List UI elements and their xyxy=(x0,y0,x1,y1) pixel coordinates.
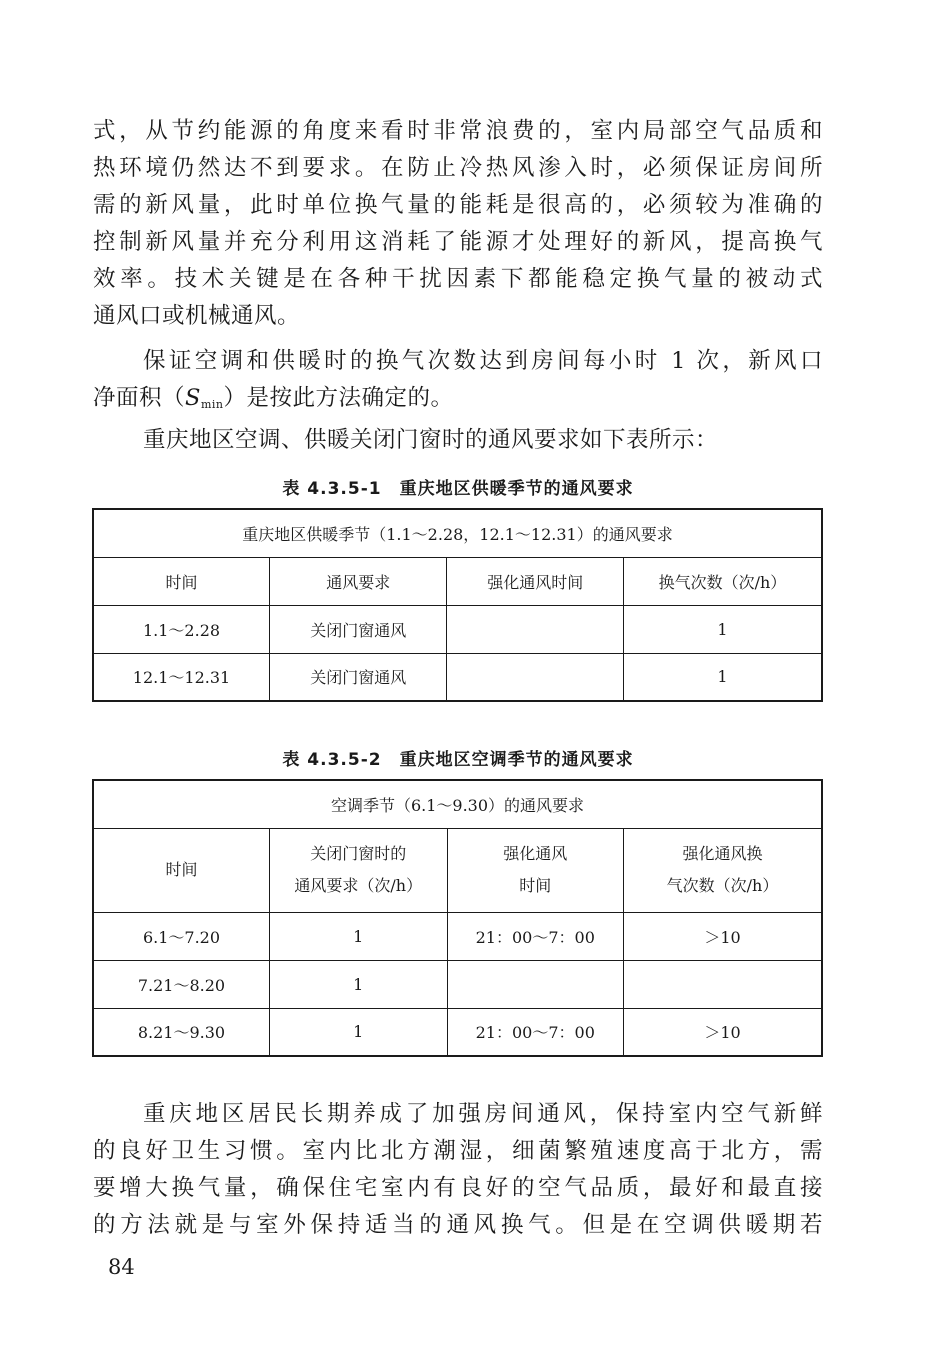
header-text: 时间 xyxy=(519,876,552,895)
table-cell: 1 xyxy=(269,960,447,1008)
header-cell: 时间 xyxy=(93,557,270,605)
table-cell: 1 xyxy=(623,605,822,653)
table-cell: 关闭门窗通风 xyxy=(270,653,447,701)
symbol-subscript: min xyxy=(200,398,224,411)
paragraph-3 xyxy=(93,422,823,459)
symbol-s: S xyxy=(185,385,201,411)
table-header-row xyxy=(93,557,822,605)
table-cell: 8.21～9.30 xyxy=(93,1008,269,1056)
paragraph-1 xyxy=(93,113,823,335)
table-row xyxy=(93,1008,822,1056)
text-line: 要增大换气量，确保住宅室内有良好的空气品质，最好和最直接 xyxy=(93,1175,823,1201)
table-cell: 6.1～7.20 xyxy=(93,912,269,960)
table-row xyxy=(93,912,822,960)
table-caption-row xyxy=(93,509,822,557)
table-cell: 12.1～12.31 xyxy=(93,653,270,701)
text-fragment: ）是按此方法确定的。 xyxy=(223,385,454,411)
table-cell xyxy=(447,653,623,701)
header-text: 通风要求（次/h） xyxy=(294,876,423,895)
header-cell xyxy=(93,828,269,912)
table-cell: 1 xyxy=(269,1008,447,1056)
text-fragment: 净面积（ xyxy=(93,385,186,411)
text-line: 通风口或机械通风。 xyxy=(93,303,301,329)
text-line: 热环境仍然达不到要求。在防止冷热风渗入时，必须保证房间所 xyxy=(93,155,823,181)
table-row xyxy=(93,960,822,1008)
paragraph-2 xyxy=(93,343,823,417)
table-row xyxy=(93,653,822,701)
table-cell: 7.21～8.20 xyxy=(93,960,269,1008)
text-line: 式，从节约能源的角度来看时非常浪费的，室内局部空气品质和 xyxy=(93,118,823,144)
header-cell: 通风要求 xyxy=(270,557,447,605)
text-line: 控制新风量并充分利用这消耗了能源才处理好的新风，提高换气 xyxy=(93,229,823,255)
text-line: 的方法就是与室外保持适当的通风换气。但是在空调供暖期若 xyxy=(93,1212,823,1238)
header-text: 时间 xyxy=(165,860,198,879)
table-cell xyxy=(447,605,623,653)
header-cell: 换气次数（次/h） xyxy=(623,557,822,605)
paragraph-4 xyxy=(93,1096,823,1244)
table-2-title: 表 4.3.5-2 重庆地区空调季节的通风要求 xyxy=(282,750,634,770)
table-cell: 21：00～7：00 xyxy=(447,912,623,960)
table-1-title: 表 4.3.5-1 重庆地区供暖季节的通风要求 xyxy=(282,479,634,499)
table-cell: ＞10 xyxy=(624,1008,823,1056)
text-line: 效率。技术关键是在各种干扰因素下都能稳定换气量的被动式 xyxy=(93,266,823,292)
header-cell xyxy=(447,828,623,912)
table-2 xyxy=(92,779,823,1057)
table-row xyxy=(93,605,822,653)
table-cell: 1 xyxy=(623,653,822,701)
table-1 xyxy=(92,508,823,702)
header-text: 强化通风 xyxy=(503,844,568,863)
header-cell: 强化通风时间 xyxy=(447,557,623,605)
table-cell: 21：00～7：00 xyxy=(447,1008,623,1056)
table-cell xyxy=(447,960,623,1008)
header-text: 关闭门窗时的 xyxy=(310,844,407,863)
page-number: 84 xyxy=(108,1255,135,1279)
header-text: 强化通风换 xyxy=(682,844,763,863)
table-caption-row xyxy=(93,780,822,828)
header-cell xyxy=(624,828,823,912)
text-line: 的良好卫生习惯。室内比北方潮湿，细菌繁殖速度高于北方，需 xyxy=(93,1138,823,1164)
table-caption: 空调季节（6.1～9.30）的通风要求 xyxy=(93,780,822,828)
text-line: 重庆地区空调、供暖关闭门窗时的通风要求如下表所示： xyxy=(143,427,719,453)
table-cell: 关闭门窗通风 xyxy=(270,605,447,653)
table-cell: ＞10 xyxy=(624,912,823,960)
text-line: 重庆地区居民长期养成了加强房间通风，保持室内空气新鲜 xyxy=(143,1101,823,1127)
table-cell xyxy=(624,960,823,1008)
text-line: 保证空调和供暖时的换气次数达到房间每小时 1 次，新风口 xyxy=(143,348,823,374)
text-line: 需的新风量，此时单位换气量的能耗是很高的，必须较为准确的 xyxy=(93,192,823,218)
table-caption: 重庆地区供暖季节（1.1～2.28，12.1～12.31）的通风要求 xyxy=(93,509,822,557)
header-text: 气次数（次/h） xyxy=(666,876,779,895)
text-line xyxy=(93,380,823,417)
table-header-row xyxy=(93,828,822,912)
table-cell: 1.1～2.28 xyxy=(93,605,270,653)
table-cell: 1 xyxy=(269,912,447,960)
header-cell xyxy=(269,828,447,912)
